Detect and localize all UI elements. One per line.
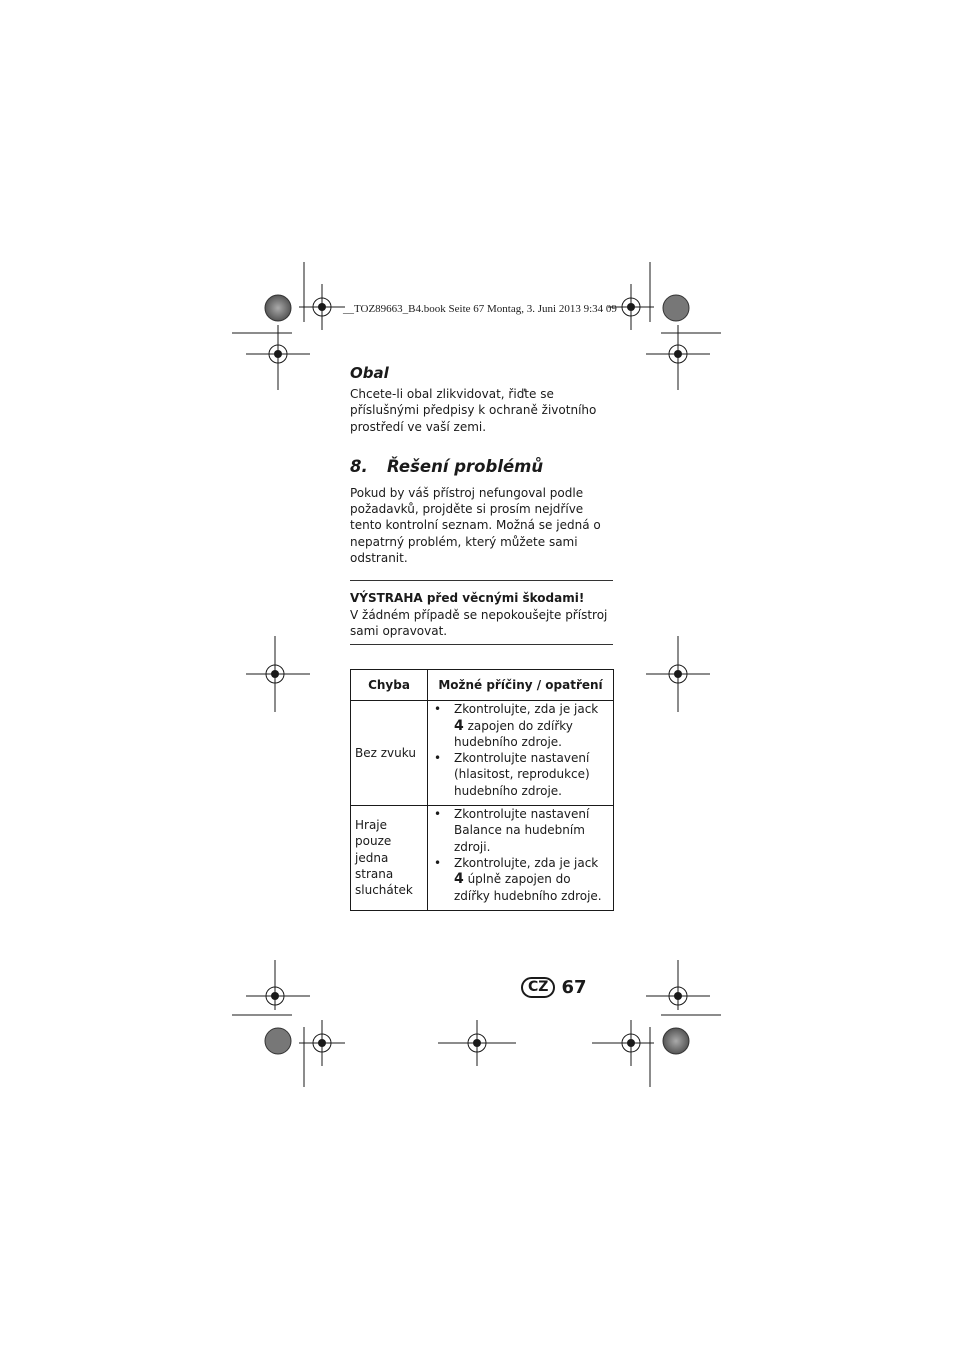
- list-item-text: úplně zapojen do zdířky hudebního zdroje.: [454, 872, 602, 903]
- list-item: [432, 806, 609, 855]
- column-header-fault: Chyba: [351, 670, 428, 701]
- page-footer: [521, 977, 587, 998]
- list-item-text: Zkontrolujte nastavení Balance na hudebním zdroji.: [454, 807, 590, 854]
- registration-mark: [592, 1020, 654, 1066]
- table-header-row: [351, 670, 614, 701]
- registration-mark: [246, 960, 310, 1010]
- warning-text: V žádném případě se nepokoušejte přístroj sami opravovat.: [350, 607, 608, 638]
- fault-cell: Hraje pouze jedna strana sluchátek: [351, 806, 428, 911]
- language-badge: CZ: [521, 977, 555, 998]
- list-item: [432, 701, 609, 750]
- remedy-cell: [428, 701, 614, 806]
- obal-heading: Obal: [350, 364, 389, 382]
- section-intro: Pokud by váš přístroj nefungoval podle požadavků, projděte si prosím nejdříve tento kontrolní seznam. Možná se jedná o nepatrný problém, který můžete sami odstranit.: [350, 485, 601, 566]
- column-header-remedy: Možné příčiny / opatření: [428, 670, 614, 701]
- part-reference: 4: [454, 717, 464, 734]
- list-item-text: Zkontrolujte, zda je jack: [454, 855, 599, 870]
- list-item-text: Zkontrolujte nastavení (hlasitost, reprodukce) hudebního zdroje.: [454, 751, 590, 798]
- warning-title: VÝSTRAHA před věcnými škodami!: [350, 591, 585, 606]
- table-row: [351, 701, 614, 806]
- obal-text: Chcete-li obal zlikvidovat, řiďte se příslušnými předpisy k ochraně životního prostředí ve vaší zemi.: [350, 387, 597, 434]
- fault-cell: Bez zvuku: [351, 701, 428, 806]
- list-item-text: zapojen do zdířky hudebního zdroje.: [454, 718, 573, 749]
- section-number: 8.: [350, 456, 368, 476]
- part-reference: 4: [454, 871, 464, 888]
- section-heading: [350, 457, 613, 476]
- registration-mark: [646, 960, 710, 1010]
- remedy-cell: [428, 806, 614, 911]
- file-header: __TOZ89663_B4.book Seite 67 Montag, 3. Juni 2013 9:34 09: [343, 303, 617, 315]
- warning-box: [350, 580, 613, 645]
- list-item: [432, 750, 609, 799]
- remedy-list: [432, 806, 609, 904]
- troubleshooting-table: [350, 669, 614, 911]
- remedy-list: [432, 701, 609, 799]
- page-number: 67: [561, 977, 587, 998]
- list-item: [432, 855, 609, 904]
- table-row: [351, 806, 614, 911]
- page-content: [350, 364, 613, 911]
- list-item-text: Zkontrolujte, zda je jack: [454, 702, 599, 717]
- section-title: Řešení problémů: [387, 456, 544, 476]
